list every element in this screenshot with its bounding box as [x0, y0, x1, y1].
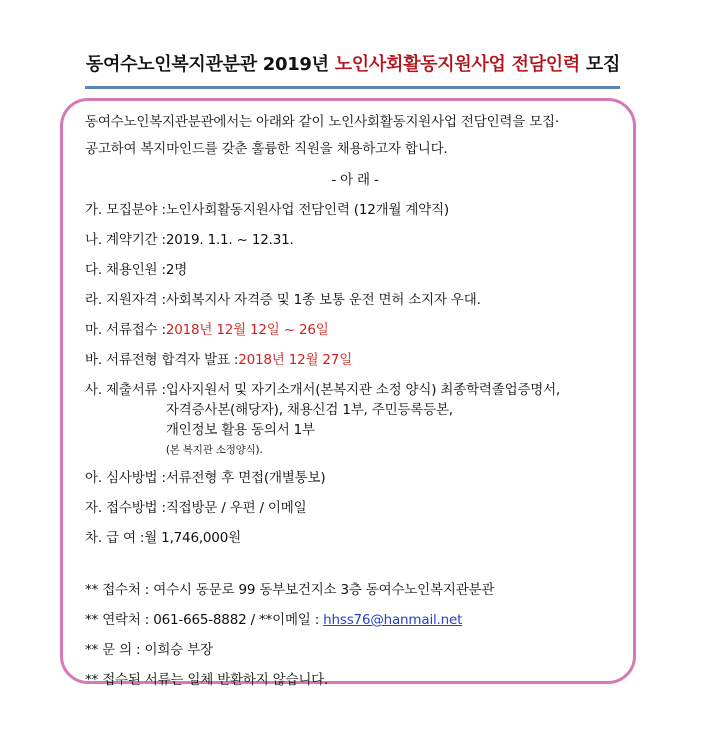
- item-announcement: [85, 350, 625, 380]
- item-announcement-label: 바. 서류전형 합격자 발표 :: [85, 352, 239, 368]
- item-method-value: 직접방문 / 우편 / 이메일: [165, 500, 307, 516]
- item-screening-value: 서류전형 후 면접(개별통보): [165, 470, 326, 486]
- item-salary-value: 월 1,746,000원: [144, 530, 241, 546]
- title-part1: 동여수노인복지관분관 2019년: [85, 54, 335, 75]
- item-count-value: 2명: [165, 262, 188, 278]
- item-field-label: 가. 모집분야 :: [85, 202, 166, 218]
- item-method-label: 자. 접수방법 :: [85, 500, 166, 516]
- item-application-label: 마. 서류접수 :: [85, 322, 166, 338]
- notice-heading: - 아 래 -: [331, 172, 379, 188]
- title-underline: [85, 86, 620, 89]
- item-documents-line-3-text: 개인정보 활용 동의서 1부: [165, 422, 315, 438]
- item-qualification-value: 사회복지사 자격증 및 1종 보통 운전 면허 소지자 우대.: [165, 292, 481, 308]
- item-screening-label: 아. 심사방법 :: [85, 470, 166, 486]
- item-method: [85, 498, 625, 528]
- item-period: [85, 230, 625, 260]
- item-documents-note: (본 복지관 소정양식).: [165, 444, 263, 456]
- intro-line-1: 동여수노인복지관분관에서는 아래와 같이 노인사회활동지원사업 전담인력을 모집·: [85, 114, 559, 130]
- contact-phone: ** 연락처 : 061-665-8882 / **이메일 :: [85, 612, 324, 628]
- item-count: [85, 260, 625, 290]
- intro-paragraph: [85, 112, 625, 159]
- item-field: [85, 200, 625, 230]
- item-screening: [85, 468, 625, 498]
- intro-line-2: 공고하여 복지마인드를 갖춘 훌륭한 직원을 채용하고자 합니다.: [85, 141, 448, 157]
- item-qualification-label: 라. 지원자격 :: [85, 292, 166, 308]
- item-salary-label: 차. 급 여 :: [85, 530, 145, 546]
- item-period-value: 2019. 1.1. ~ 12.31.: [165, 232, 294, 248]
- title-highlight: 노인사회활동지원사업 전담인력: [334, 54, 580, 75]
- page-title: [0, 50, 706, 76]
- email-link[interactable]: hhss76@hanmail.net: [323, 612, 463, 628]
- notice-content: [85, 112, 625, 700]
- item-period-label: 나. 계약기간 :: [85, 232, 166, 248]
- item-documents-line-3: [166, 420, 560, 460]
- item-salary: [85, 528, 625, 558]
- contact-place: ** 접수처 : 여수시 동문로 99 동부보건지소 3층 동여수노인복지관분관: [85, 582, 495, 598]
- item-documents: [85, 380, 625, 460]
- item-announcement-value: 2018년 12월 27일: [238, 352, 353, 368]
- item-documents-line-2: 자격증사본(해당자), 채용신검 1부, 주민등록등본,: [165, 402, 453, 418]
- item-qualification: [85, 290, 625, 320]
- item-documents-label: 사. 제출서류 :: [85, 382, 166, 398]
- contact-phone-email: [85, 610, 625, 640]
- section-spacer: [85, 558, 625, 580]
- item-documents-line-1: 입사지원서 및 자기소개서(본복지관 소정 양식) 최종학력졸업증명서,: [165, 382, 561, 398]
- contact-inquiry: ** 문 의 : 이희승 부장: [85, 642, 213, 658]
- title-part2: 모집: [579, 54, 621, 75]
- item-field-value: 노인사회활동지원사업 전담인력 (12개월 계약직): [165, 202, 449, 218]
- contact-note: ** 접수된 서류는 일체 반환하지 않습니다.: [85, 672, 329, 688]
- item-application: [85, 320, 625, 350]
- item-count-label: 다. 채용인원 :: [85, 262, 166, 278]
- item-application-value: 2018년 12월 12일 ~ 26일: [165, 322, 329, 338]
